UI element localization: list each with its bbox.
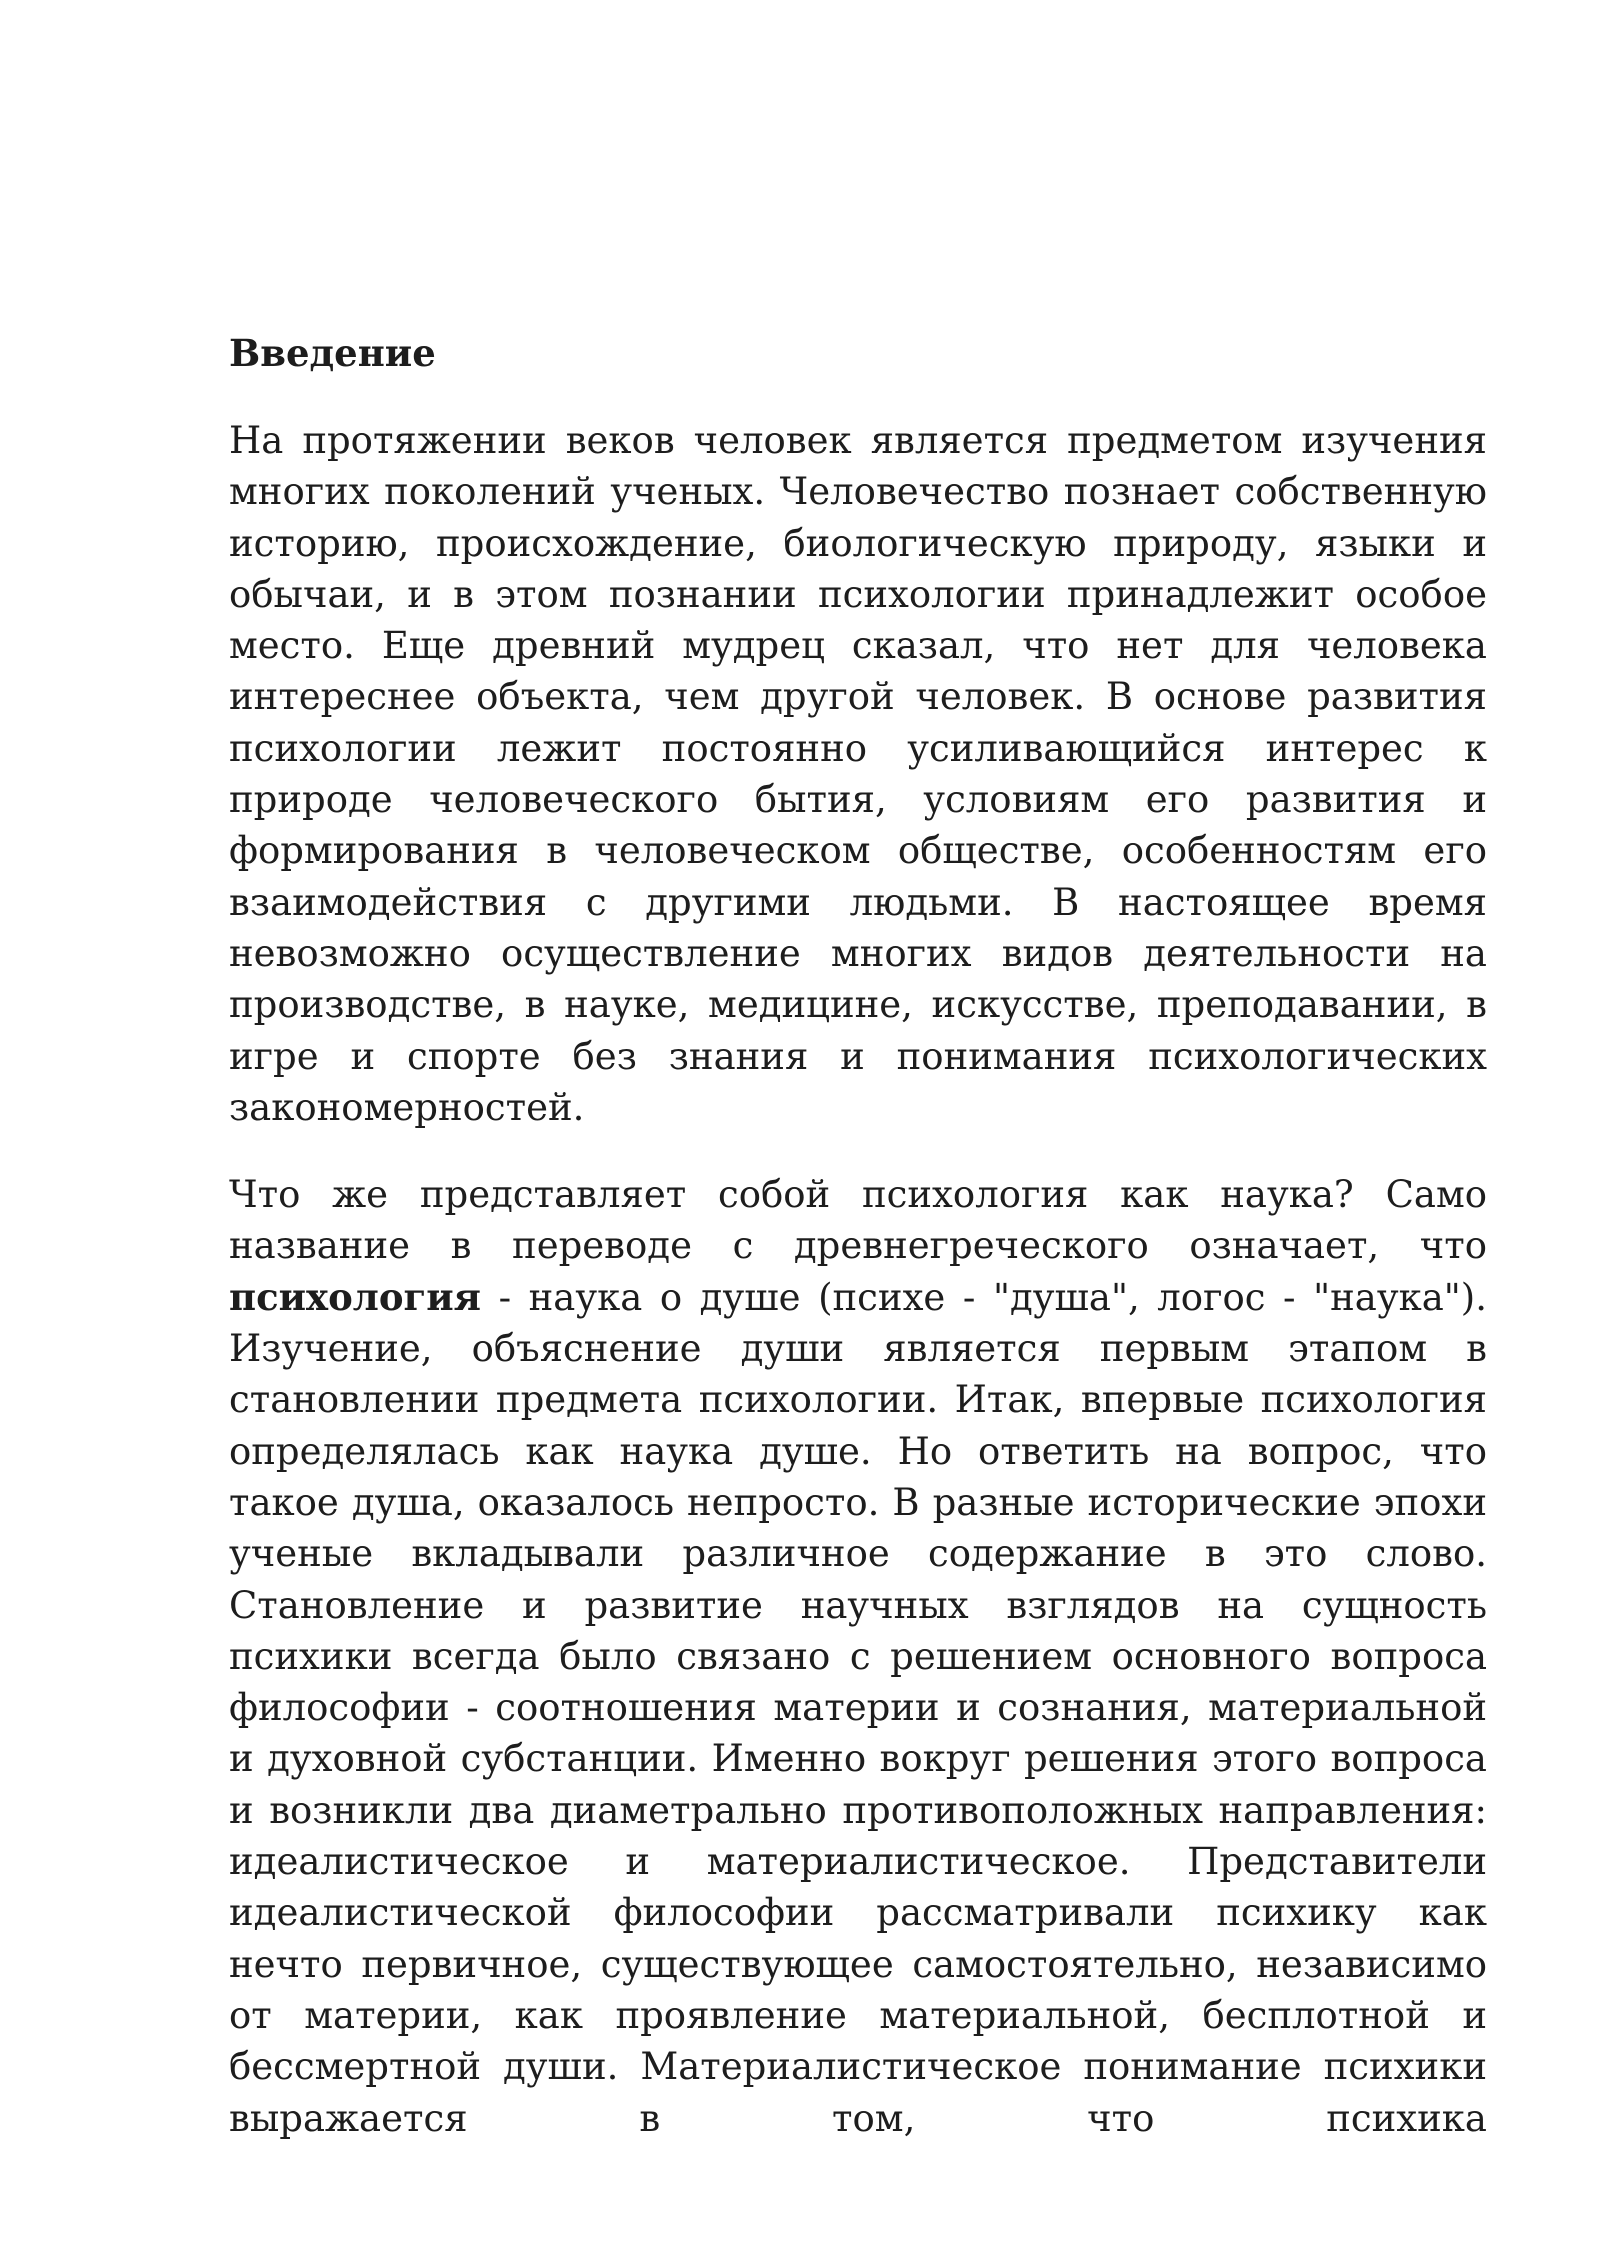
paragraph-2: [229, 1169, 1487, 2144]
term-psychology: психология: [229, 1274, 482, 1319]
document-body: [229, 328, 1487, 2180]
paragraph-2-text-end: - наука о душе (психе - "душа", логос - "наука"). Изучение, объяснение души является первым этапом в становлении предмета психологии. Итак, впервые психология определялась как наука душе. Но ответить на вопрос, что такое душа, оказалось непросто. В разные исторические эпохи ученые вкладывали различное содержание в это слово. Становление и развитие научных взглядов на сущность психики всегда было связано с решением основного вопроса философии - соотношения материи и сознания, материальной и духовной субстанции. Именно вокруг решения этого вопроса и возникли два диаметрально противоположных направления: идеалистическое и материалистическое. Представители идеалистической философии рассматривали психику как нечто первичное, существующее самостоятельно, независимо от материи, как проявление материальной, бесплотной и бессмертной души. Материалистическое понимание психики выражается в том, что психика: [229, 1275, 1487, 2140]
paragraph-1: На протяжении веков человек является предметом изучения многих поколений ученых. Человечество познает собственную историю, происхождение, биологическую природу, языки и обычаи, и в этом познании психологии принадлежит особое место. Еще древний мудрец сказал, что нет для человека интереснее объекта, чем другой человек. В основе развития психологии лежит постоянно усиливающийся интерес к природе человеческого бытия, условиям его развития и формирования в человеческом обществе, особенностям его взаимодействия с другими людьми. В настоящее время невозможно осуществление многих видов деятельности на производстве, в науке, медицине, искусстве, преподавании, в игре и спорте без знания и понимания психологических закономерностей.: [229, 419, 1487, 1129]
paragraph-2-text-start: Что же представляет собой психология как наука? Само название в переводе с древнегреческого означает, что: [229, 1173, 1487, 1268]
section-heading: Введение: [229, 331, 436, 375]
